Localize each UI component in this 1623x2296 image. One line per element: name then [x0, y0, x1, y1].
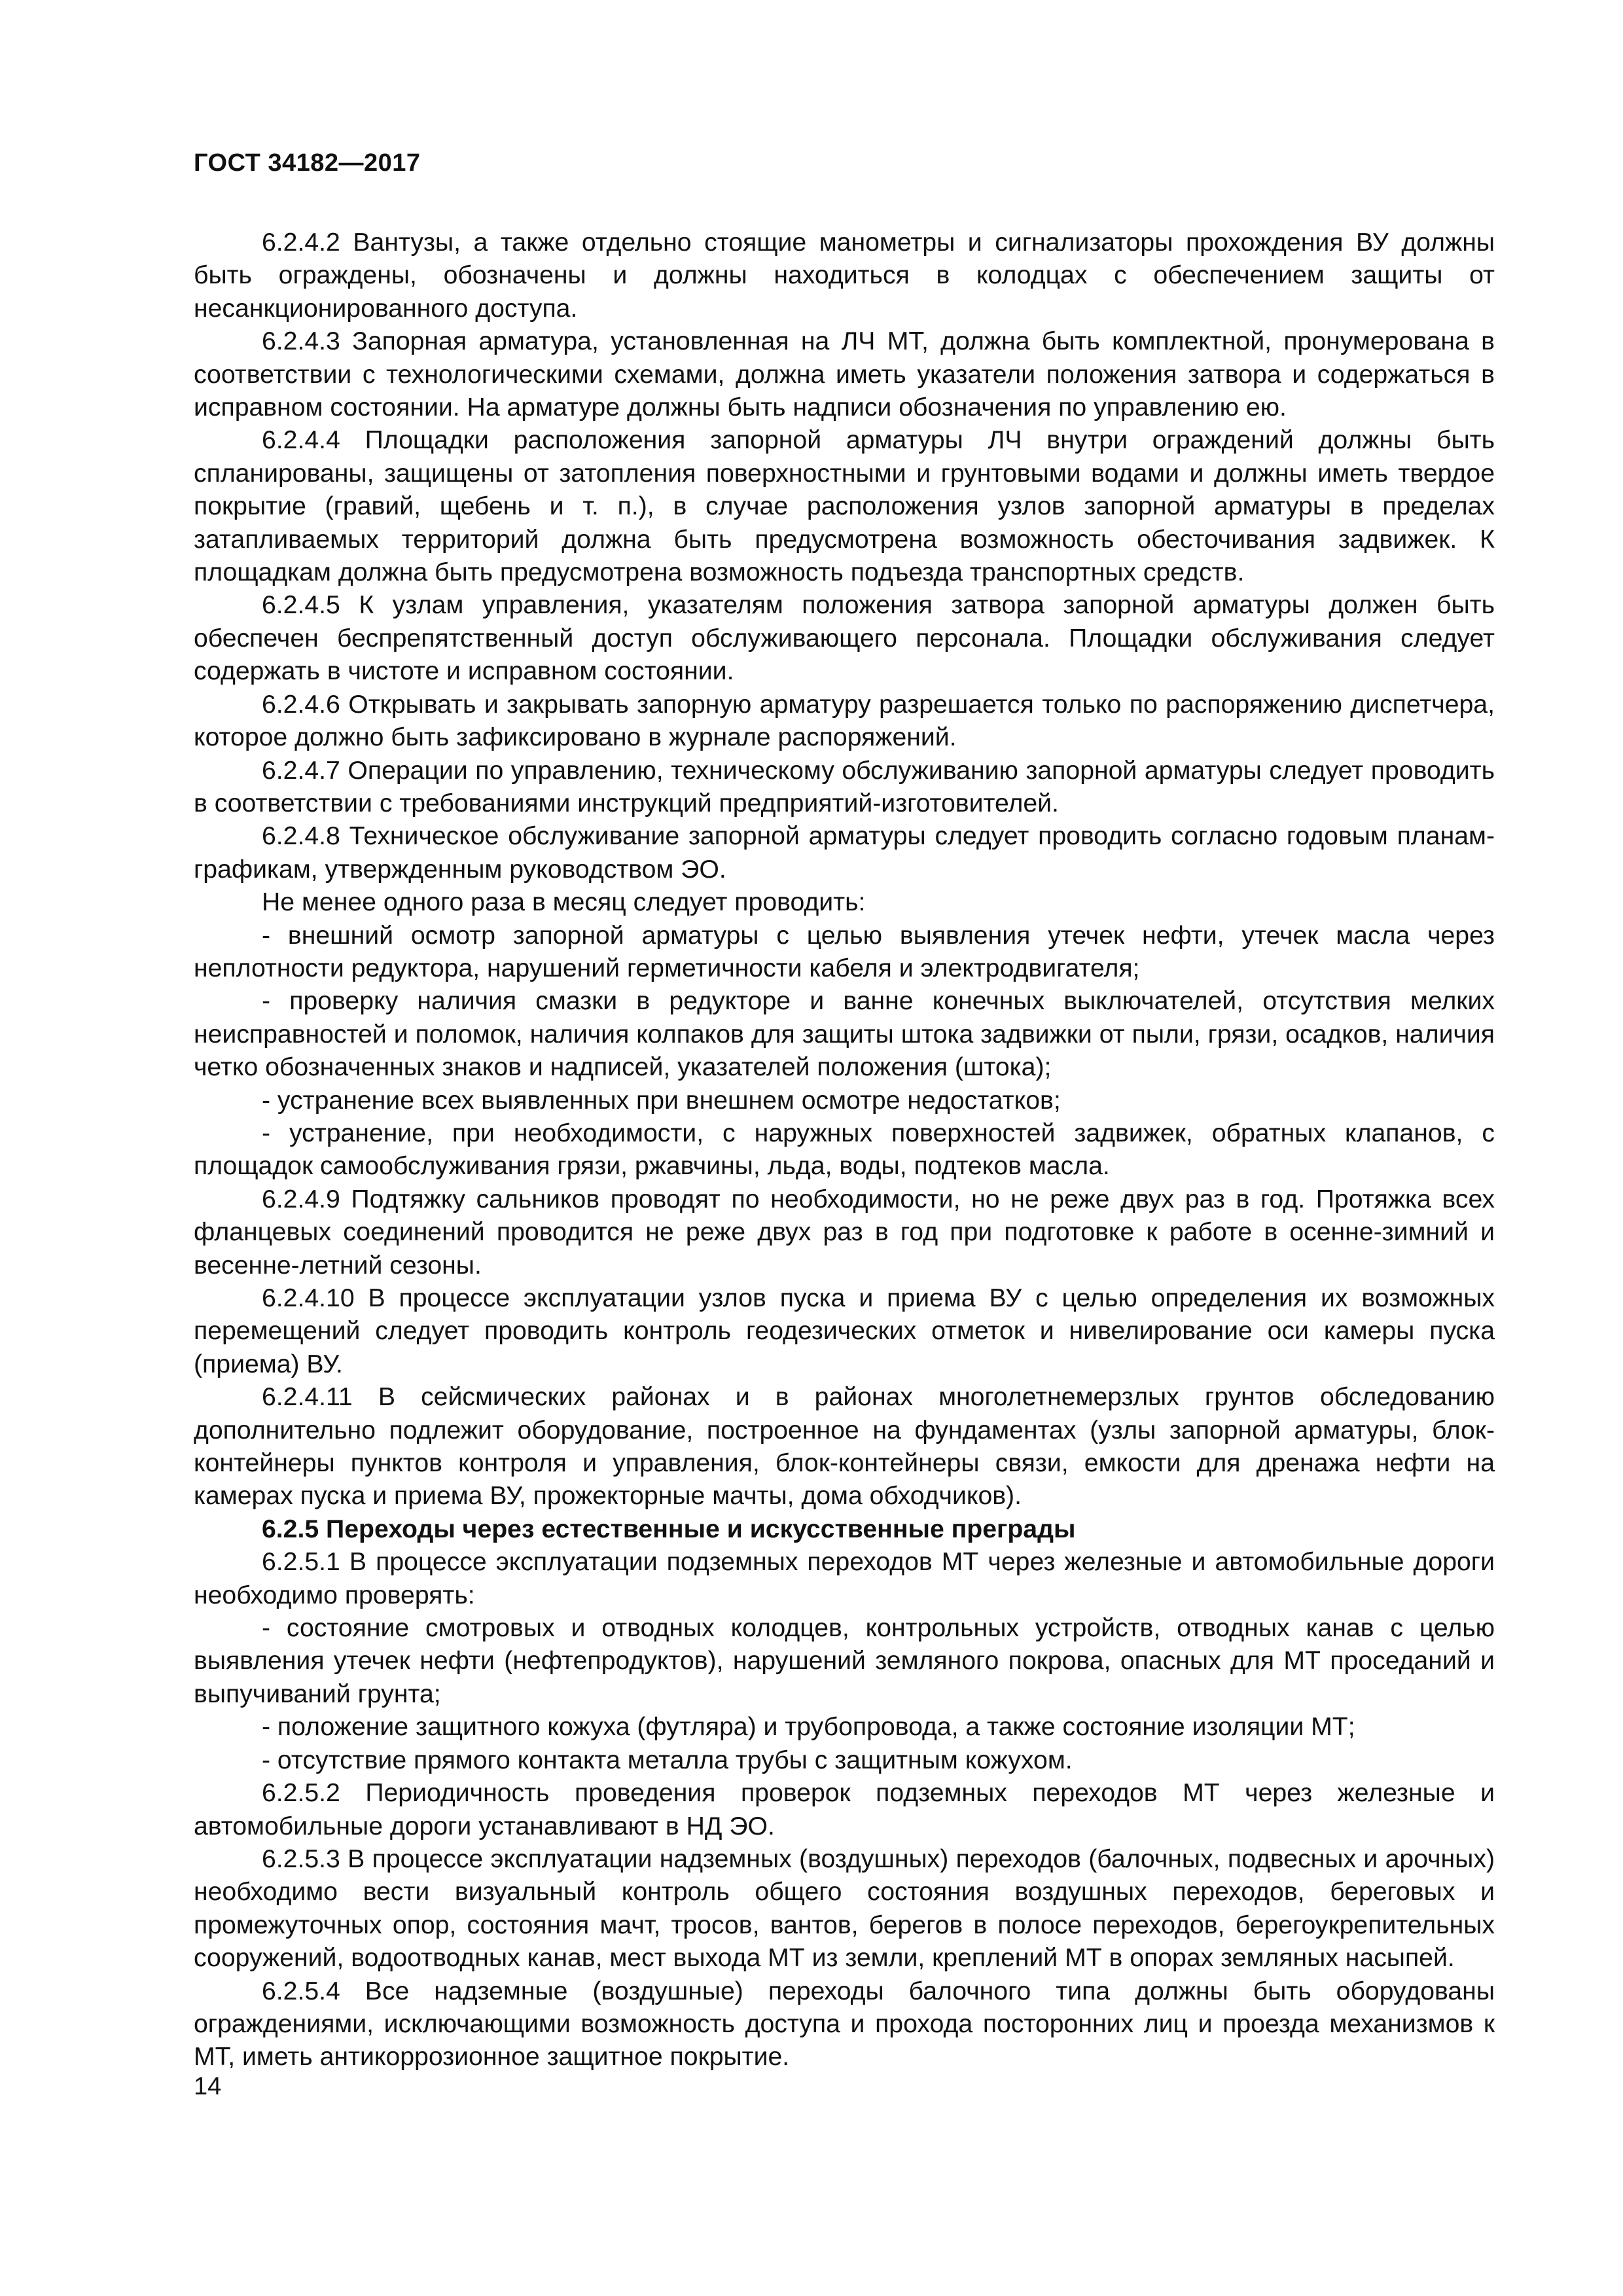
list-item: - проверку наличия смазки в редукторе и ванне конечных выключателей, отсутствия мелких неисправностей и поломок, наличия колпаков для защиты штока задвижки от пыли, грязи, осадков, наличия четко обозначенных знаков и надписей, указателей положения (штока);	[194, 987, 1495, 1082]
paragraph-6-2-4-7: 6.2.4.7 Операции по управлению, техническому обслуживанию запорной арматуры следует проводить в соответствии с требованиями инструкций предприятий-изготовителей.	[194, 756, 1495, 817]
paragraph-6-2-4-3: 6.2.4.3 Запорная арматура, установленная на ЛЧ МТ, должна быть комплектной, пронумерована в соответствии с технологическими схемами, должна иметь указатели положения затвора и содержаться в исправном состоянии. На арматуре должны быть надписи обозначения по управлению ею.	[194, 327, 1495, 422]
paragraph-6-2-4-11: 6.2.4.11 В сейсмических районах и в районах многолетнемерзлых грунтов обследованию дополнительно подлежит оборудование, построенное на фундаментах (узлы запорной арматуры, блок-контейнеры пунктов контроля и управления, блок-контейнеры связи, емкости для дренажа нефти на камерах пуска и приема ВУ, прожекторные мачты, дома обходчиков).	[194, 1383, 1495, 1511]
document-code-header: ГОСТ 34182—2017	[194, 149, 421, 177]
paragraph-6-2-5-4: 6.2.5.4 Все надземные (воздушные) переходы балочного типа должны быть оборудованы ограждениями, исключающими возможность доступа и прохода посторонних лиц и проезда механизмов к МТ, иметь антикоррозионное защитное покрытие.	[194, 1977, 1495, 2072]
page-number: 14	[194, 2073, 222, 2100]
section-heading-6-2-5: 6.2.5 Переходы через естественные и искусственные преграды	[262, 1515, 1076, 1543]
document-body	[194, 226, 1495, 2074]
list-item: - состояние смотровых и отводных колодцев, контрольных устройств, отводных канав с целью выявления утечек нефти (нефтепродуктов), нарушений земляного покрова, опасных для МТ проседаний и выпучиваний грунта;	[194, 1614, 1495, 1708]
paragraph-6-2-4-2: 6.2.4.2 Вантузы, а также отдельно стоящие манометры и сигнализаторы прохождения ВУ должны быть ограждены, обозначены и должны находиться в колодцах с обеспечением защиты от несанкционированного доступа.	[194, 228, 1495, 323]
list-item: - устранение всех выявленных при внешнем осмотре недостатков;	[262, 1086, 1061, 1115]
paragraph-6-2-4-5: 6.2.4.5 К узлам управления, указателям положения затвора запорной арматуры должен быть обеспечен беспрепятственный доступ обслуживающего персонала. Площадки обслуживания следует содержать в чистоте и исправном состоянии.	[194, 591, 1495, 686]
list-item: - внешний осмотр запорной арматуры с целью выявления утечек нефти, утечек масла через неплотности редуктора, нарушений герметичности кабеля и электродвигателя;	[194, 921, 1495, 982]
paragraph-6-2-4-9: 6.2.4.9 Подтяжку сальников проводят по необходимости, но не реже двух раз в год. Протяжка всех фланцевых соединений проводится не реже двух раз в год при подготовке к работе в осенне-зимний и весенне-летний сезоны.	[194, 1185, 1495, 1280]
paragraph-monthly-intro: Не менее одного раза в месяц следует проводить:	[262, 888, 866, 917]
paragraph-6-2-4-6: 6.2.4.6 Открывать и закрывать запорную арматуру разрешается только по распоряжению диспетчера, которое должно быть зафиксировано в журнале распоряжений.	[194, 690, 1495, 752]
list-item: - положение защитного кожуха (футляра) и трубопровода, а также состояние изоляции МТ;	[262, 1713, 1355, 1742]
paragraph-6-2-5-2: 6.2.5.2 Периодичность проведения проверок подземных переходов МТ через железные и автомобильные дороги устанавливают в НД ЭО.	[194, 1779, 1495, 1840]
paragraph-6-2-5-3: 6.2.5.3 В процессе эксплуатации надземных (воздушных) переходов (балочных, подвесных и арочных) необходимо вести визуальный контроль общего состояния воздушных переходов, береговых и промежуточных опор, состояния мачт, тросов, вантов, берегов в полосе переходов, берегоукрепительных сооружений, водоотводных канав, мест выхода МТ из земли, креплений МТ в опорах земляных насыпей.	[194, 1844, 1495, 1973]
paragraph-6-2-4-8: 6.2.4.8 Техническое обслуживание запорной арматуры следует проводить согласно годовым планам-графикам, утвержденным руководством ЭО.	[194, 822, 1495, 884]
paragraph-6-2-4-10: 6.2.4.10 В процессе эксплуатации узлов пуска и приема ВУ с целью определения их возможных перемещений следует проводить контроль геодезических отметок и нивелирование оси камеры пуска (приема) ВУ.	[194, 1284, 1495, 1378]
list-item: - отсутствие прямого контакта металла трубы с защитным кожухом.	[262, 1746, 1073, 1774]
list-item: - устранение, при необходимости, с наружных поверхностей задвижек, обратных клапанов, с площадок самообслуживания грязи, ржавчины, льда, воды, подтеков масла.	[194, 1119, 1495, 1181]
paragraph-6-2-5-1: 6.2.5.1 В процессе эксплуатации подземных переходов МТ через железные и автомобильные дороги необходимо проверять:	[194, 1548, 1495, 1609]
paragraph-6-2-4-4: 6.2.4.4 Площадки расположения запорной арматуры ЛЧ внутри ограждений должны быть спланированы, защищены от затопления поверхностными и грунтовыми водами и должны иметь твердое покрытие (гравий, щебень и т. п.), в случае расположения узлов запорной арматуры в пределах затапливаемых территорий должна быть предусмотрена возможность обесточивания задвижек. К площадкам должна быть предусмотрена возможность подъезда транспортных средств.	[194, 426, 1495, 587]
